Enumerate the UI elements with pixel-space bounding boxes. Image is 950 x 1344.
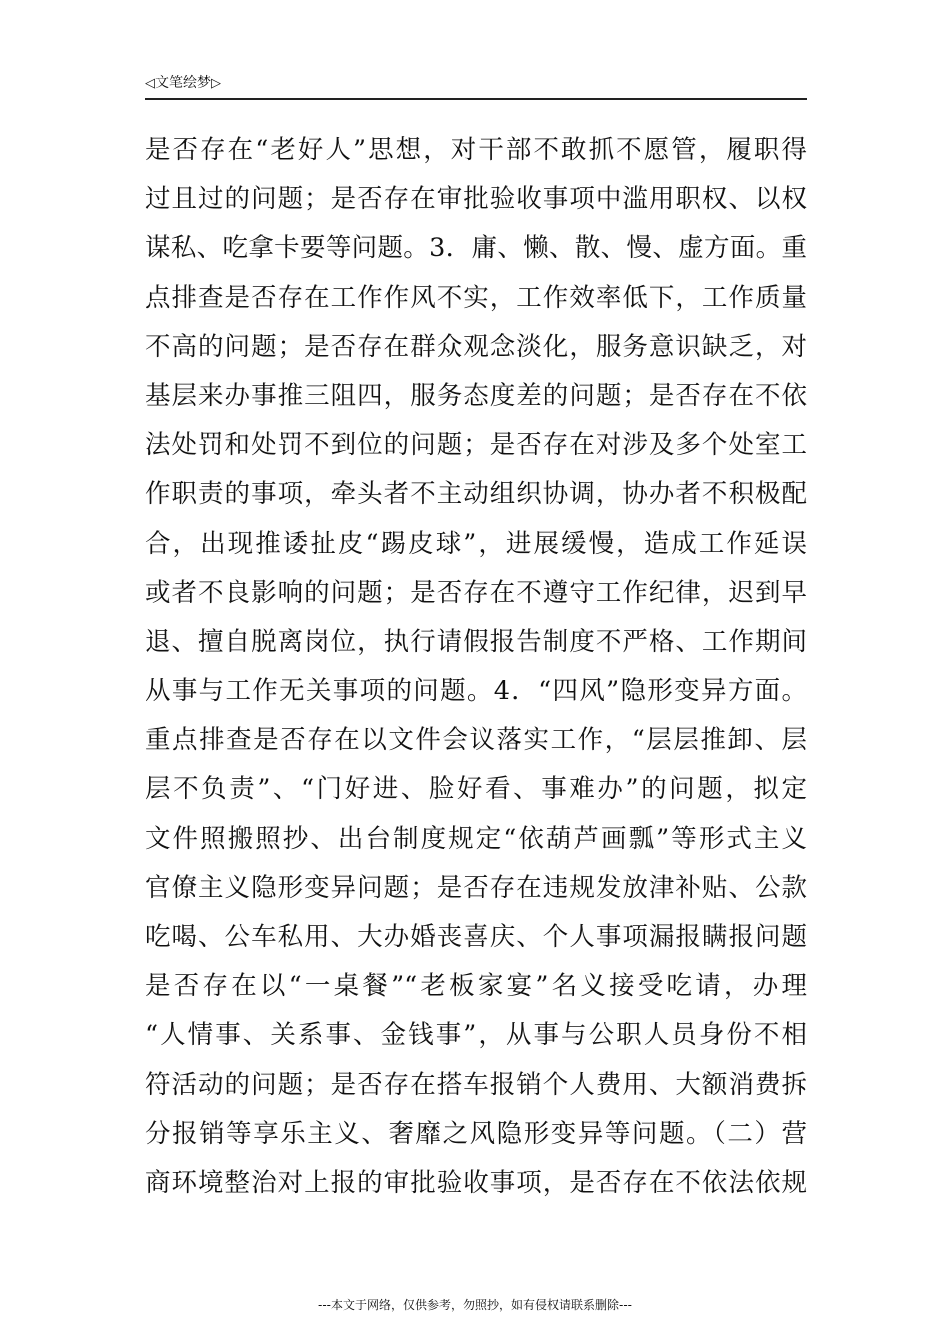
body-line: 点排查是否存在工作作风不实，工作效率低下，工作质量 (145, 282, 807, 313)
body-line: 作职责的事项，牵头者不主动组织协调，协办者不积极配 (145, 479, 807, 510)
body-line: 法处罚和处罚不到位的问题；是否存在对涉及多个处室工 (145, 430, 807, 461)
left-triangle-icon: ◁ (145, 76, 155, 91)
body-line: 基层来办事推三阻四，服务态度差的问题；是否存在不依 (145, 380, 807, 411)
body-line: 或者不良影响的问题；是否存在不遵守工作纪律，迟到早 (145, 577, 807, 608)
body-line: 符活动的问题；是否存在搭车报销个人费用、大额消费拆 (145, 1069, 807, 1100)
body-line: 是否存在以“一桌餐”“老板家宴”名义接受吃请，办理 (145, 971, 807, 1002)
body-line: 分报销等享乐主义、奢靡之风隐形变异等问题。（二）营 (145, 1118, 807, 1149)
body-line: 是否存在“老好人”思想，对干部不敢抓不愿管，履职得 (145, 135, 807, 165)
body-line: 谋私、吃拿卡要等问题。3．庸、懒、散、慢、虚方面。重 (145, 233, 807, 264)
document-body (145, 126, 807, 1208)
body-line: 重点排查是否存在以文件会议落实工作，“层层推卸、层 (145, 725, 807, 756)
body-line: 过且过的问题；是否存在审批验收事项中滥用职权、以权 (145, 184, 807, 215)
body-line: 文件照搬照抄、出台制度规定“依葫芦画瓢”等形式主义 (145, 823, 807, 854)
right-triangle-icon: ▷ (211, 76, 221, 91)
body-line: 合，出现推诿扯皮“踢皮球”，进展缓慢，造成工作延误 (145, 528, 807, 559)
body-line: 从事与工作无关事项的问题。4．“四风”隐形变异方面。 (145, 676, 807, 707)
body-line: “人情事、关系事、金钱事”，从事与公职人员身份不相 (145, 1020, 807, 1051)
page-footer-notice: ---本文于网络，仅供参考，勿照抄，如有侵权请联系删除--- (318, 1298, 632, 1312)
body-line: 退、擅自脱离岗位，执行请假报告制度不严格、工作期间 (145, 626, 807, 657)
body-line: 官僚主义隐形变异问题；是否存在违规发放津补贴、公款 (145, 872, 807, 903)
body-line: 商环境整治对上报的审批验收事项，是否存在不依法依规 (145, 1167, 807, 1198)
body-line: 层不负责”、“门好进、脸好看、事难办”的问题，拟定 (145, 774, 807, 805)
header-title: 文笔绘梦 (155, 75, 211, 91)
body-line: 吃喝、公车私用、大办婚丧喜庆、个人事项漏报瞒报问题 (145, 922, 807, 952)
header-title-group (145, 72, 221, 95)
page-header (145, 72, 807, 100)
body-line: 不高的问题；是否存在群众观念淡化，服务意识缺乏，对 (145, 331, 807, 362)
